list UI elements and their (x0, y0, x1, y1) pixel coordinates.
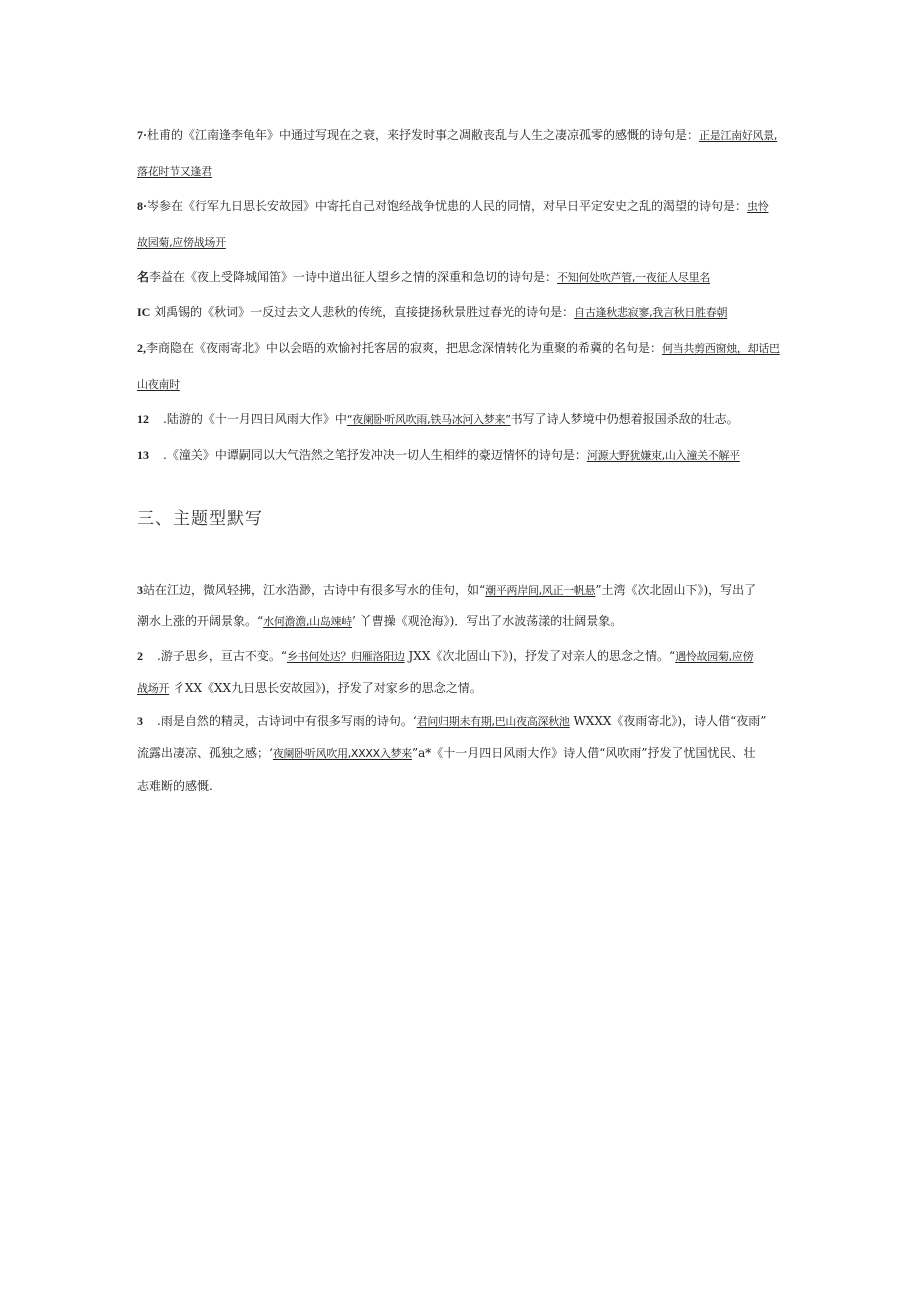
item-7-line2 (137, 163, 212, 180)
answer-text: 正是江南好风景, (699, 129, 778, 142)
answer-text: 乡书何处达？归雁洛阳边 (286, 650, 405, 663)
question-text: 岑参在《行军九日思长安故园》中寄托自己对饱经战争忧患的人民的同情，对早日平定安史之乱的渴望的诗句是： (147, 199, 748, 213)
question-text: 李益在《夜上受降城闻笛》一诗中道出征人望乡之情的深重和急切的诗句是： (149, 270, 558, 284)
answer-text: 河源大野犹嫌束,山入潼关不解平 (586, 449, 740, 462)
answer-text: 潮平两岸间,风正一帆悬 (485, 584, 596, 597)
question-text: ”a*《十一月四日风雨大作》诗人借“风吹雨”抒发了忧国忧民、壮 (411, 746, 756, 760)
item-number: 3 (137, 583, 143, 597)
question-text: 彳XX《XX九日思长安故园》)，抒发了对家乡的思念之情。 (169, 681, 482, 695)
answer-text: 落花时节又逢君 (137, 165, 212, 178)
question-text: JXX《次北固山下》)，抒发了对亲人的思念之情。“ (404, 649, 676, 663)
question-text: ’ 丫曹操《观沧海》)．写出了水波荡漾的壮阔景象。 (351, 614, 623, 628)
question-text: 流露出凄凉、孤独之感；‘ (137, 746, 273, 760)
item-7-line1 (137, 127, 777, 144)
theme-item-2-line1 (137, 648, 753, 665)
item-number: 12 (137, 412, 149, 426)
item-number: 13 (137, 448, 149, 462)
answer-text: 何当共剪西窗烛，却话巴 (662, 342, 780, 355)
section-title: 三、主题型默写 (137, 509, 263, 529)
item-8-line2 (137, 234, 226, 251)
question-text: WXXX《夜雨寄北》)，诗人借“夜雨” (569, 714, 767, 728)
item-number: 2, (137, 341, 146, 355)
answer-text: 君问归期未有期,巴山夜高深秋池 (416, 715, 570, 728)
question-text: 潮水上涨的开阔景象。“ (137, 614, 264, 628)
item-12-line (137, 411, 739, 428)
question-text: 杜甫的《江南逢李龟年》中通过写现在之衰，来抒发时事之凋敝丧乱与人生之凄凉孤零的感慨的诗句是： (147, 128, 700, 142)
question-text: 刘禹锡的《秋词》一反过去文人悲秋的传统，直接捷扬秋景胜过春光的诗句是： (150, 305, 575, 319)
answer-text: 水何澹澹,山岛竦峙 (263, 615, 352, 628)
item-8-line1 (137, 198, 768, 215)
theme-item-3-line1 (137, 713, 766, 730)
answer-text: 不知何处吹芦管,一夜征人尽里名 (557, 271, 711, 284)
answer-text: 故园菊,应傍战场开 (137, 236, 226, 249)
theme-item-1-line2 (137, 613, 622, 630)
item-11-line2 (137, 376, 180, 393)
answer-text: 自古逢秋悲寂寥,我言秋日胜春朝 (574, 306, 728, 319)
question-text: .陆游的《十一月四日风雨大作》中 (163, 412, 347, 426)
question-text: 李商隐在《夜雨寄北》中以会晤的欢愉衬托客居的寂爽，把思念深情转化为重聚的希冀的名句是： (146, 341, 663, 355)
item-10-line (137, 304, 727, 321)
question-text: .雨是自然的精灵，古诗词中有很多写雨的诗句。‘ (157, 714, 417, 728)
item-number: 7· (137, 128, 148, 142)
item-9-line (137, 269, 710, 286)
question-text: 书写了诗人梦境中仍想着报国杀敌的壮志。 (510, 412, 739, 426)
answer-text: 山夜南时 (137, 378, 180, 391)
answer-text: 虫怜 (747, 200, 769, 213)
item-number: IC (137, 305, 151, 319)
item-11-line1 (137, 340, 780, 357)
question-text: ”土湾《次北固山下》)，写出了 (595, 583, 757, 597)
item-number: 名 (137, 270, 150, 284)
item-13-line (137, 447, 740, 464)
item-number: 2 (137, 649, 143, 663)
question-text: 志难断的感慨. (137, 779, 213, 793)
item-number: 8· (137, 199, 148, 213)
answer-text: 战场开 (137, 682, 170, 695)
question-text: .《潼关》中谭嗣同以大气浩然之笔抒发冲决一切人生相绊的豪迈情怀的诗句是： (163, 448, 587, 462)
theme-item-3-line2 (137, 745, 756, 762)
answer-text: “夜阑卧听风吹雨,铁马冰河入梦来” (346, 413, 511, 426)
theme-item-1-line1 (137, 582, 756, 599)
answer-text: 夜阑卧听风吹用,XXXX入梦来 (272, 747, 412, 760)
question-text: 站在江边，微风轻拂，江水浩渺，古诗中有很多写水的佳句，如“ (143, 583, 486, 597)
item-number: 3 (137, 714, 143, 728)
theme-item-2-line2 (137, 680, 482, 697)
answer-text: 遇怜故园菊,应傍 (675, 650, 754, 663)
theme-item-3-line3 (137, 778, 213, 794)
question-text: .游子思乡，亘古不变。“ (157, 649, 287, 663)
